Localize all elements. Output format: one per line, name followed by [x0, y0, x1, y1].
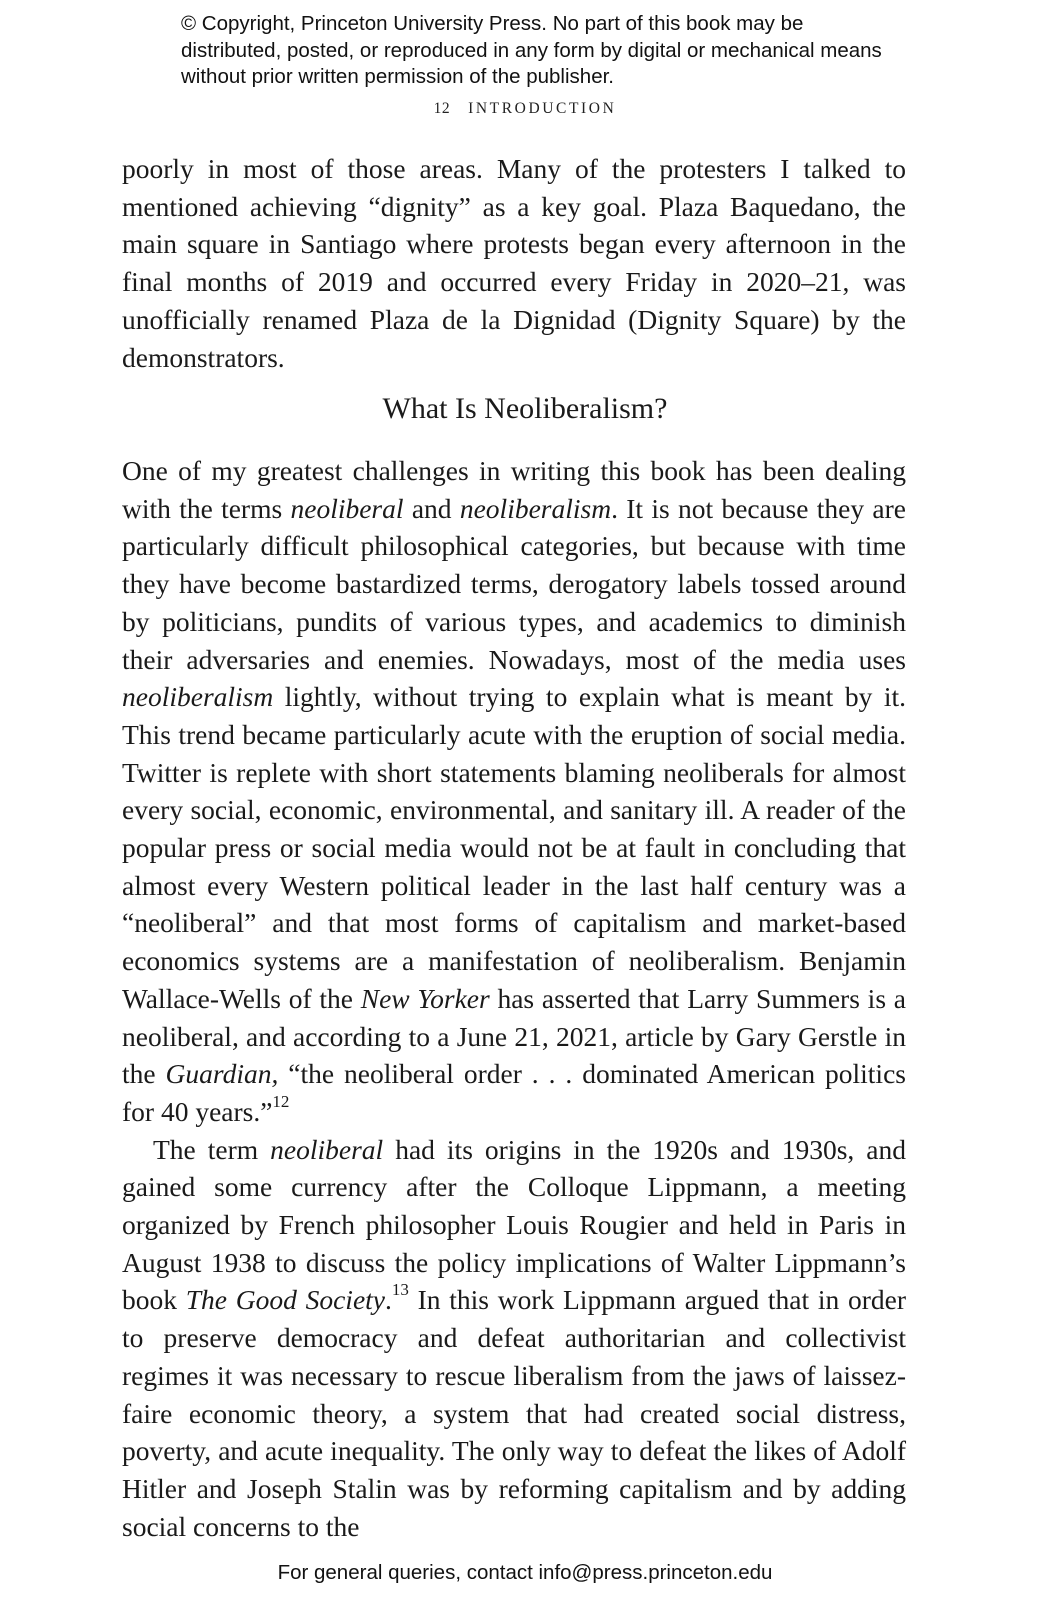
text-run: . — [385, 1284, 392, 1316]
italic-term: neoliberalism — [122, 681, 274, 713]
body-paragraph-continued — [122, 150, 906, 376]
italic-title: New Yorker — [360, 982, 490, 1014]
italic-term: neoliberal — [270, 1133, 384, 1165]
paragraph-1 — [122, 452, 906, 1131]
footnote-marker[interactable]: 12 — [272, 1091, 290, 1111]
italic-title: The Good Society — [185, 1284, 385, 1316]
italic-title: Guardian, — [165, 1058, 279, 1090]
text-run: had its origins in the 1920s and 1930s, and gained some currency after the Colloque Lippmann, a meeting organized by French philosopher Louis Rougier and held in Paris in August 1938 to discuss the policy implications of Walter Lippmann’s book — [122, 1133, 906, 1316]
text-run: “the neoliberal order . . . dominated American politics for 40 years.” — [122, 1058, 906, 1127]
text-run: One of my greatest challenges in writing this book has been dealing with the terms — [122, 455, 906, 524]
text-run: has asserted that Larry Summers is a neoliberal, and according to a June 21, 2021, article by Gary Gerstle in the — [122, 982, 906, 1090]
paragraph-2 — [122, 1131, 906, 1546]
copyright-notice: © Copyright, Princeton University Press. No part of this book may be distributed, posted, or reproduced in any form by digital or mechanical means without prior written permission of the publisher. — [181, 12, 882, 88]
text-run: The term — [153, 1133, 271, 1165]
italic-term: neoliberalism — [459, 492, 612, 524]
page-number: 12 — [433, 100, 451, 117]
text-run: . It is not because they are particularly difficult philosophical categories, but because with time they have become bastardized terms, derogatory labels tossed around by politicians, pundits of various types, and academics to diminish their adversaries and enemies. Nowadays, most of the media uses — [122, 492, 906, 675]
paragraph-top: poorly in most of those areas. Many of the protesters I talked to mentioned achieving “dignity” as a key goal. Plaza Baquedano, the main square in Santiago where protests began every afternoon in the final months of 2019 and occurred every Friday in 2020–21, was unofficially renamed Plaza de la Dignidad (Dignity Square) by the demonstrators. — [122, 153, 906, 373]
italic-term: neoliberal — [290, 492, 404, 524]
section-heading: What Is Neoliberalism? — [382, 392, 668, 425]
text-run: lightly, without trying to explain what is meant by it. This trend became particularly acute with the eruption of social media. Twitter is replete with short statements blaming neoliberals for almost every social, economic, environmental, and sanitary ill. A reader of the popular press or social media would not be at fault in concluding that almost every Western political leader in the last half century was a “neoliberal” and that most forms of capitalism and market-based economics systems are a manifestation of neoliberalism. Benjamin Wallace-Wells of the — [122, 681, 906, 1014]
chapter-title: INTRODUCTION — [468, 100, 617, 117]
text-run: In this work Lippmann argued that in order to preserve democracy and defeat authoritarian and collectivist regimes it was necessary to rescue liberalism from the jaws of laissez-faire economic theory, a system that had created social distress, poverty, and acute inequality. The only way to defeat the likes of Adolf Hitler and Joseph Stalin was by reforming capitalism and by adding social concerns to the — [122, 1284, 906, 1542]
text-run: and — [403, 492, 460, 524]
footnote-marker[interactable]: 13 — [391, 1280, 409, 1300]
running-head — [0, 100, 1050, 118]
footer-contact: For general queries, contact info@press.princeton.edu — [277, 1561, 773, 1584]
body-text-main — [122, 452, 906, 1545]
